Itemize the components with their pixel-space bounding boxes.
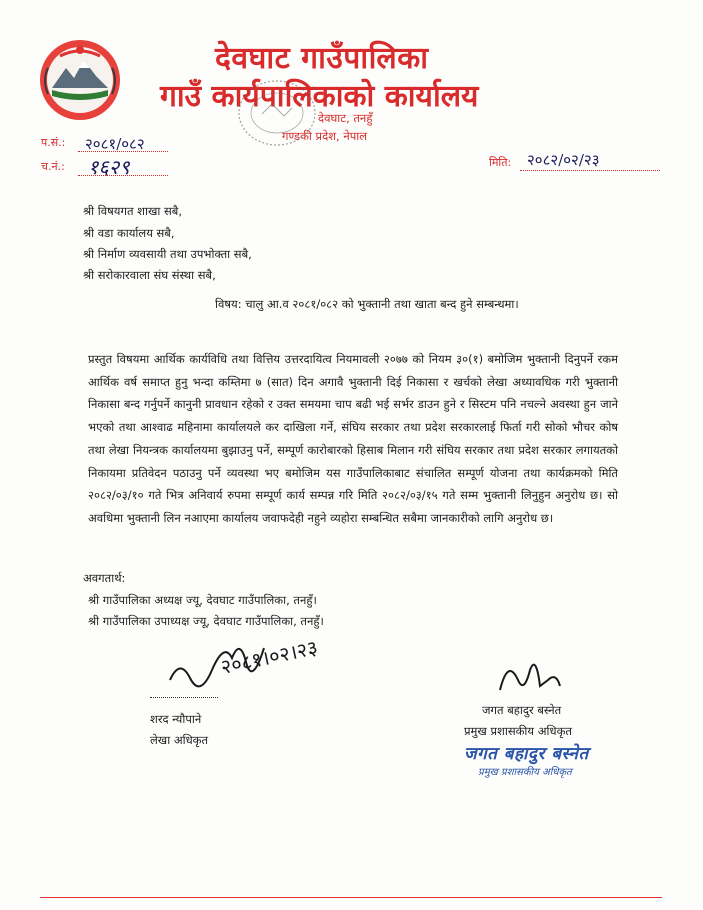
chalani-number-label: च.नं.:: [41, 160, 65, 173]
office-round-stamp: [232, 76, 322, 150]
right-signatory-title: प्रमुख प्रशासकीय अधिकृत: [464, 724, 572, 738]
left-signatory-title: लेखा अधिकृत: [150, 733, 209, 747]
cc-item: श्री गाउँपालिका अध्यक्ष ज्यू, देवघाट गाउँपालिका, तनहुँ।: [88, 593, 317, 607]
stamp-name: जगत बहादुर बस्नेत: [464, 744, 589, 764]
left-signatory-name: शरद न्यौपाने: [150, 712, 202, 726]
letter-body-paragraph: प्रस्तुत विषयमा आर्थिक कार्यविधि तथा वित्तिय उत्तरदायित्व नियमावली २०७७ को नियम ३०(१) बमोजिम भुक्तानी दिनुपर्ने रकम आर्थिक वर्ष समाप्त हुनु भन्दा कम्तिमा ७ (सात) दिन अगावै भुक्तानी दिई निकासा र खर्चको लेखा अध्यावधिक गरी भुक्तानी निकासा बन्द गर्नुपर्ने कानुनी प्रावधान रहेको र उक्त समयमा चाप बढी भई सर्भर डाउन हुने र सिस्टम पनि नचल्ने अवस्था हुन जाने भएको तथा आश्वाढ महिनामा कार्यालयले कर दाखिला गर्ने, संघिय सरकार तथा प्रदेश सरकारलाई फिर्ता गरी सोको भौचर कोष तथा लेखा नियन्त्रक कार्यालयमा बुझाउनु पर्ने, सम्पूर्ण कारोबारको हिसाब मिलान गरी संघिय सरकार तथा प्रदेश सरकार लगायतको निकायमा प्रतिवेदन पठाउनु पर्ने व्यवस्था भए बमोजिम यस गाउँपालिकाबाट संचालित सम्पूर्ण योजना तथा कार्यक्रमको मिति २०८२/०३/१० गते भित्र अनिवार्य रुपमा सम्पूर्ण कार्य सम्पन्न गरि मिति २०८२/०३/१५ गते सम्म भुक्तानी लिनुहुन अनुरोध छ। सो अवधिमा भुक्तानी लिन नआएमा कार्यालय जवाफदेही नहुने व्यहोरा सम्बन्धित सबैमा जानकारीको लागि अनुरोध छ।: [88, 352, 618, 525]
date-label: मिति:: [489, 156, 512, 169]
addressee-line: श्री निर्माण व्यवसायी तथा उपभोक्ता सबै,: [83, 247, 252, 261]
letterhead-title: देवघाट गाउँपालिका: [215, 41, 429, 76]
letterhead-address-province: गण्डकी प्रदेश, नेपाल: [282, 129, 368, 143]
cc-label: अवगतार्थ:: [83, 571, 126, 585]
chalani-number-value: १६२९: [88, 155, 130, 179]
patra-sankhya-value: २०८१/०८२: [85, 135, 145, 153]
letter-subject: विषय: चालु आ.व २०८१/०८२ को भुक्तानी तथा खाता बन्द हुने सम्बन्धमा।: [215, 297, 519, 311]
addressee-line: श्री वडा कार्यालय सबै,: [83, 226, 175, 240]
nepal-emblem-logo: [38, 38, 122, 122]
addressee-line: श्री सरोकारवाला संघ संस्था सबै,: [83, 268, 216, 282]
left-handwritten-signature: [160, 618, 360, 698]
letterhead-address-district: देवघाट, तनहुँ: [318, 111, 373, 125]
letterhead-subtitle: गाउँ कार्यपालिकाको कार्यालय: [160, 79, 479, 114]
addressee-line: श्री विषयगत शाखा सबै,: [83, 204, 182, 218]
patra-sankhya-label: प.सं.:: [41, 136, 66, 149]
footer-rule: [40, 897, 662, 898]
stamp-title: प्रमुख प्रशासकीय अधिकृत: [478, 767, 572, 778]
right-handwritten-signature: [490, 650, 570, 706]
left-signature-date: २०८१।०२।२३: [218, 635, 320, 680]
right-signatory-name: जगत बहादुर बस्नेत: [482, 703, 562, 717]
name-stamp: [464, 741, 614, 783]
cc-item: श्री गाउँपालिका उपाध्यक्ष ज्यू, देवघाट गाउँपालिका, तनहुँ।: [88, 614, 324, 628]
date-value: २०८२/०२/२३: [527, 151, 600, 169]
